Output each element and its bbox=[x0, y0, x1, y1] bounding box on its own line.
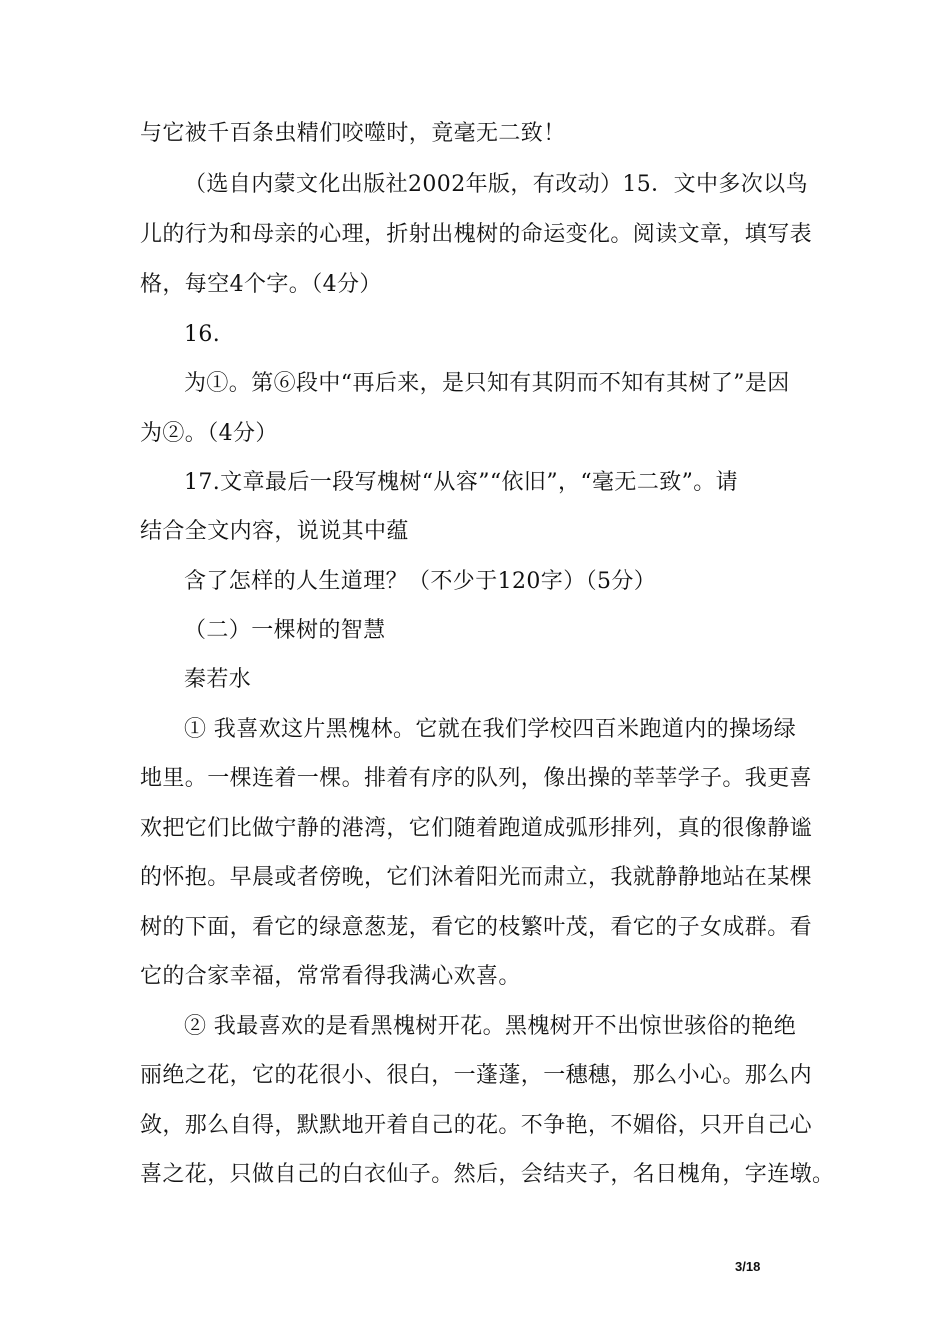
section-title: （二）一棵树的智慧 bbox=[184, 618, 386, 643]
text-line: 为②。（4分） bbox=[140, 421, 278, 446]
text-line: 17.文章最后一段写槐树“从容”“依旧”，“毫无二致”。请 bbox=[184, 470, 739, 495]
paragraph-line: 它的合家幸福，常常看得我满心欢喜。 bbox=[140, 964, 521, 989]
text-line: 儿的行为和母亲的心理，折射出槐树的命运变化。阅读文章，填写表 bbox=[140, 222, 813, 247]
paragraph-line: 敛，那么自得，默默地开着自己的花。不争艳，不媚俗，只开自己心 bbox=[140, 1113, 813, 1138]
paragraph-line: 地里。一棵连着一棵。排着有序的队列，像出操的莘莘学子。我更喜 bbox=[140, 766, 813, 791]
author-name: 秦若水 bbox=[184, 667, 252, 692]
text-line: 含了怎样的人生道理？（不少于120字）（5分） bbox=[184, 569, 657, 594]
text-line: 为①。第⑥段中“再后来，是只知有其阴而不知有其树了”是因 bbox=[184, 371, 790, 396]
paragraph-line: 树的下面，看它的绿意葱茏，看它的枝繁叶茂，看它的子女成群。看 bbox=[140, 915, 813, 940]
paragraph-line: ② 我最喜欢的是看黑槐树开花。黑槐树开不出惊世骇俗的艳绝 bbox=[184, 1014, 797, 1039]
paragraph-line: ① 我喜欢这片黑槐林。它就在我们学校四百米跑道内的操场绿 bbox=[184, 717, 797, 742]
text-line: 格，每空4个字。（4分） bbox=[140, 272, 382, 297]
paragraph-line: 欢把它们比做宁静的港湾，它们随着跑道成弧形排列，真的很像静谧 bbox=[140, 816, 813, 841]
paragraph-line: 的怀抱。早晨或者傍晚，它们沐着阳光而肃立，我就静静地站在某棵 bbox=[140, 865, 813, 890]
question-number: 16. bbox=[184, 322, 221, 347]
text-line: 结合全文内容，说说其中蕴 bbox=[140, 519, 409, 544]
text-line: 与它被千百条虫精们咬噬时，竟毫无二致！ bbox=[140, 121, 566, 146]
text-line: （选自内蒙文化出版社2002年版，有改动）15．文中多次以鸟 bbox=[184, 172, 808, 197]
paragraph-line: 喜之花，只做自己的白衣仙子。然后，会结夹子，名日槐角，字连墩。 bbox=[140, 1162, 835, 1187]
paragraph-line: 丽绝之花，它的花很小、很白，一蓬蓬，一穗穗，那么小心。那么内 bbox=[140, 1063, 813, 1088]
page-number: 3/18 bbox=[735, 1259, 761, 1274]
